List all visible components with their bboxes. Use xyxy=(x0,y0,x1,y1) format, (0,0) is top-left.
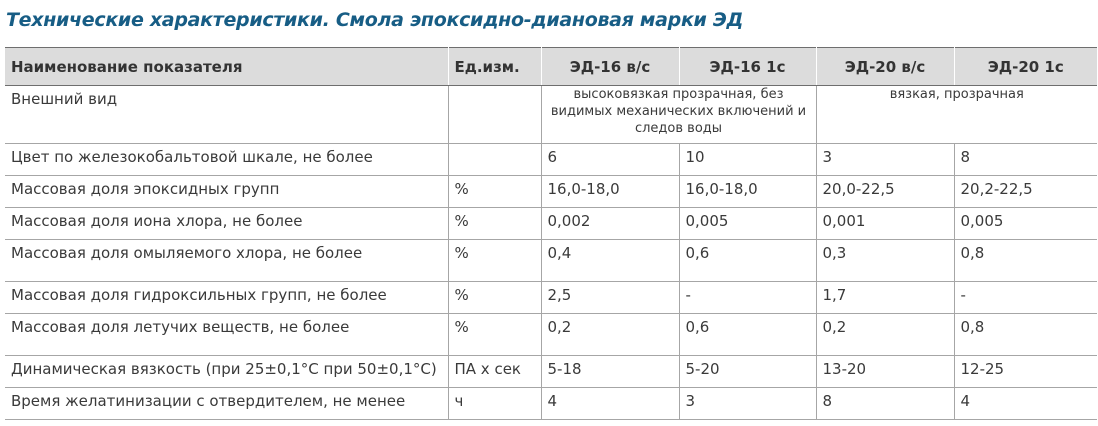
row-value: 0,8 xyxy=(954,314,1097,356)
row-value: 0,4 xyxy=(541,240,679,282)
row-name: Массовая доля иона хлора, не более xyxy=(5,208,448,240)
row-value: - xyxy=(679,282,816,314)
row-value: 8 xyxy=(954,144,1097,176)
spec-table xyxy=(5,47,1097,420)
row-value: 3 xyxy=(816,144,954,176)
row-value: 0,3 xyxy=(816,240,954,282)
row-value: 0,6 xyxy=(679,314,816,356)
row-value: 20,0-22,5 xyxy=(816,176,954,208)
column-header: Ед.изм. xyxy=(448,48,541,86)
row-name: Массовая доля эпоксидных групп xyxy=(5,176,448,208)
row-value: 0,005 xyxy=(954,208,1097,240)
row-value: 4 xyxy=(954,388,1097,420)
row-value: 20,2-22,5 xyxy=(954,176,1097,208)
table-header-row xyxy=(5,48,1097,86)
row-value: 6 xyxy=(541,144,679,176)
row-value: 0,2 xyxy=(816,314,954,356)
column-header: Наименование показателя xyxy=(5,48,448,86)
row-name: Массовая доля гидроксильных групп, не более xyxy=(5,282,448,314)
row-unit: % xyxy=(448,314,541,356)
column-header: ЭД-16 1с xyxy=(679,48,816,86)
column-header: ЭД-16 в/с xyxy=(541,48,679,86)
row-unit xyxy=(448,144,541,176)
row-value: 4 xyxy=(541,388,679,420)
row-unit: % xyxy=(448,208,541,240)
row-unit: % xyxy=(448,240,541,282)
table-row xyxy=(5,208,1097,240)
row-unit: ПА х сек xyxy=(448,356,541,388)
appearance-ed16: высоковязкая прозрачная, без видимых механических включений и следов воды xyxy=(541,86,816,144)
table-row xyxy=(5,176,1097,208)
row-unit: % xyxy=(448,282,541,314)
table-row xyxy=(5,282,1097,314)
row-value: 16,0-18,0 xyxy=(679,176,816,208)
appearance-ed20: вязкая, прозрачная xyxy=(816,86,1097,144)
table-row xyxy=(5,144,1097,176)
row-name: Цвет по железокобальтовой шкале, не более xyxy=(5,144,448,176)
row-value: - xyxy=(954,282,1097,314)
row-value: 1,7 xyxy=(816,282,954,314)
row-value: 10 xyxy=(679,144,816,176)
table-row xyxy=(5,314,1097,356)
row-unit: % xyxy=(448,176,541,208)
row-value: 0,8 xyxy=(954,240,1097,282)
row-value: 8 xyxy=(816,388,954,420)
row-value: 5-20 xyxy=(679,356,816,388)
row-name: Внешний вид xyxy=(5,86,448,144)
row-name: Динамическая вязкость (при 25±0,1°C при 50±0,1°C) xyxy=(5,356,448,388)
row-name: Массовая доля летучих веществ, не более xyxy=(5,314,448,356)
row-value: 0,6 xyxy=(679,240,816,282)
row-value: 12-25 xyxy=(954,356,1097,388)
table-row xyxy=(5,356,1097,388)
row-name: Массовая доля омыляемого хлора, не более xyxy=(5,240,448,282)
row-value: 2,5 xyxy=(541,282,679,314)
row-value: 0,005 xyxy=(679,208,816,240)
row-value: 13-20 xyxy=(816,356,954,388)
table-row xyxy=(5,388,1097,420)
row-value: 16,0-18,0 xyxy=(541,176,679,208)
row-unit xyxy=(448,86,541,144)
row-unit: ч xyxy=(448,388,541,420)
row-value: 3 xyxy=(679,388,816,420)
page-title: Технические характеристики. Смола эпоксидно-диановая марки ЭД xyxy=(6,9,744,31)
table-row xyxy=(5,86,1097,144)
row-name: Время желатинизации с отвердителем, не менее xyxy=(5,388,448,420)
column-header: ЭД-20 в/с xyxy=(816,48,954,86)
table-row xyxy=(5,240,1097,282)
row-value: 5-18 xyxy=(541,356,679,388)
row-value: 0,002 xyxy=(541,208,679,240)
row-value: 0,001 xyxy=(816,208,954,240)
row-value: 0,2 xyxy=(541,314,679,356)
column-header: ЭД-20 1с xyxy=(954,48,1097,86)
